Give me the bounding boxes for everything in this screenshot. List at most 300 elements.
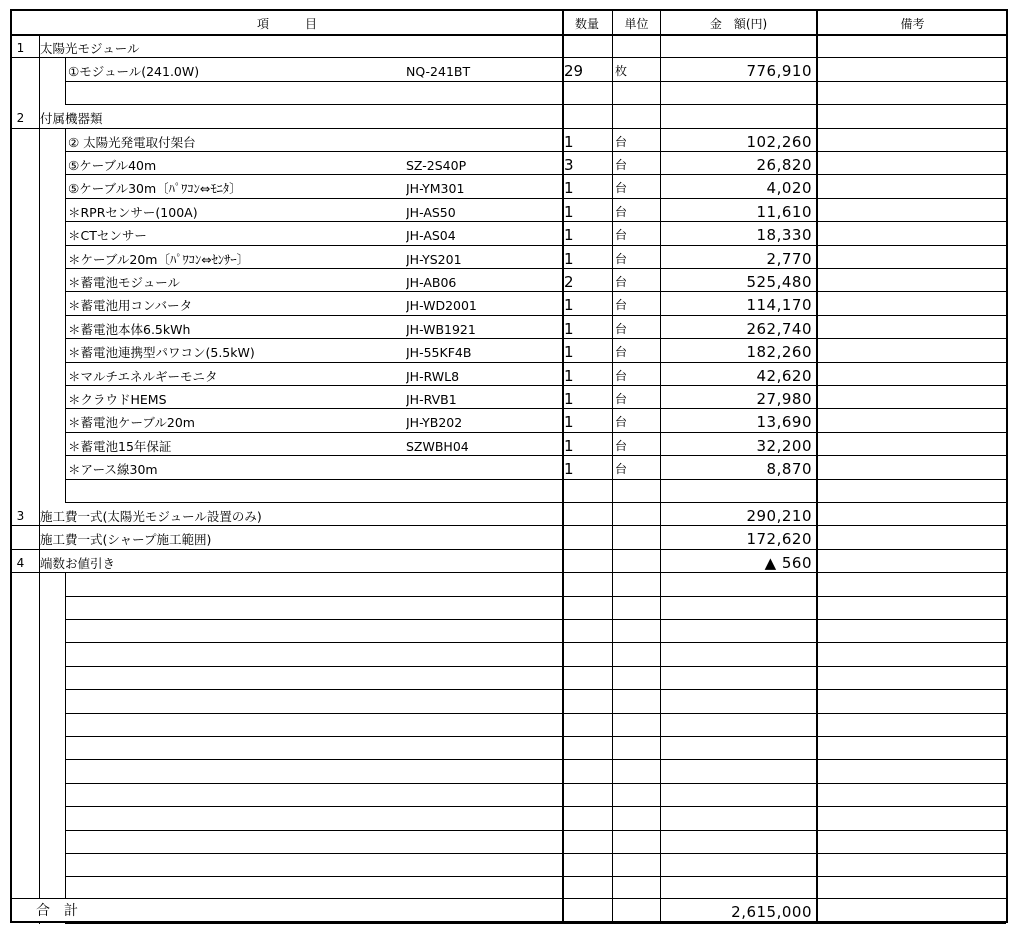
indent-divider bbox=[65, 129, 66, 152]
unit bbox=[615, 831, 655, 854]
header-item: 項 目 bbox=[256, 17, 317, 31]
unit bbox=[615, 784, 655, 807]
quantity: 1 bbox=[564, 413, 574, 432]
model-number: JH-YB202 bbox=[406, 415, 463, 431]
indent-divider bbox=[65, 409, 66, 432]
quantity: 3 bbox=[564, 156, 574, 174]
indent-divider bbox=[65, 316, 66, 339]
row-number bbox=[12, 433, 29, 456]
model-number bbox=[406, 690, 556, 713]
item-name: 端数お値引き bbox=[40, 555, 116, 571]
remarks bbox=[820, 573, 1006, 596]
unit bbox=[615, 105, 655, 128]
model-number bbox=[406, 643, 556, 666]
indent-divider bbox=[65, 573, 66, 596]
table-row bbox=[12, 35, 1006, 58]
row-number bbox=[12, 760, 29, 783]
indent-divider bbox=[65, 363, 66, 386]
remarks bbox=[820, 246, 1006, 269]
number-divider bbox=[39, 784, 40, 807]
table-row bbox=[12, 152, 1006, 175]
model-number bbox=[406, 597, 556, 620]
remarks bbox=[820, 831, 1006, 854]
item-name bbox=[68, 620, 406, 643]
model-number bbox=[406, 456, 556, 479]
model-number: JH-AB06 bbox=[406, 275, 457, 290]
unit bbox=[615, 620, 655, 643]
amount bbox=[664, 831, 812, 854]
table-row bbox=[12, 573, 1006, 596]
header-amount: 金 額(円) bbox=[709, 17, 768, 31]
row-number bbox=[12, 222, 29, 245]
table-row bbox=[12, 409, 1006, 432]
item-name: ＊蓄電池連携型パワコン(5.5kW) bbox=[68, 345, 255, 361]
row-number bbox=[12, 129, 29, 152]
table-row bbox=[12, 597, 1006, 620]
number-divider bbox=[39, 199, 40, 222]
remarks bbox=[820, 620, 1006, 643]
row-number bbox=[12, 152, 29, 175]
model-number: JH-WD2001 bbox=[406, 298, 477, 314]
unit bbox=[615, 807, 655, 830]
quotation-table bbox=[10, 9, 1008, 923]
model-number bbox=[406, 831, 556, 854]
table-row bbox=[12, 433, 1006, 456]
item-name: 付属機器類 bbox=[40, 111, 103, 127]
remarks bbox=[820, 199, 1006, 222]
unit bbox=[615, 690, 655, 713]
indent-divider bbox=[65, 714, 66, 737]
item-name: ＊蓄電池15年保証 bbox=[68, 438, 172, 454]
item-name: ①モジュール(241.0W) bbox=[68, 64, 200, 80]
number-divider bbox=[39, 316, 40, 339]
total-column-divider bbox=[816, 899, 818, 921]
remarks bbox=[820, 480, 1006, 503]
amount: 18,330 bbox=[756, 226, 812, 245]
number-divider bbox=[39, 807, 40, 830]
amount: 114,170 bbox=[746, 296, 812, 315]
amount: 42,620 bbox=[756, 366, 812, 385]
table-row bbox=[12, 269, 1006, 292]
item-name: ＊蓄電池モジュール bbox=[68, 275, 181, 290]
row-number bbox=[12, 292, 29, 315]
item-name bbox=[68, 784, 406, 807]
table-row bbox=[12, 316, 1006, 339]
indent-divider bbox=[65, 643, 66, 666]
amount bbox=[664, 620, 812, 643]
amount: ▲ 560 bbox=[764, 553, 812, 572]
row-number bbox=[12, 667, 29, 690]
unit: 台 bbox=[615, 228, 628, 243]
amount: 262,740 bbox=[746, 319, 812, 338]
remarks bbox=[820, 409, 1006, 432]
amount: 4,020 bbox=[766, 179, 812, 198]
item-name: ＊ケーブル20m〔ﾊﾟﾜｺﾝ⇔ｾﾝｻｰ〕 bbox=[68, 251, 250, 267]
row-number bbox=[12, 339, 29, 362]
number-divider bbox=[39, 82, 40, 105]
row-number bbox=[12, 386, 29, 409]
table-row bbox=[12, 807, 1006, 830]
unit bbox=[615, 667, 655, 690]
total-column-divider bbox=[660, 899, 661, 921]
unit: 台 bbox=[615, 321, 628, 336]
item-name bbox=[68, 82, 406, 105]
number-divider bbox=[39, 292, 40, 315]
table-row bbox=[12, 620, 1006, 643]
row-number bbox=[12, 807, 29, 830]
row-number bbox=[12, 737, 29, 760]
remarks bbox=[820, 269, 1006, 292]
item-name bbox=[68, 597, 406, 620]
remarks bbox=[820, 292, 1006, 315]
total-divider bbox=[12, 898, 1006, 899]
row-number bbox=[12, 784, 29, 807]
row-number bbox=[12, 573, 29, 596]
table-row bbox=[12, 363, 1006, 386]
number-divider bbox=[39, 573, 40, 596]
item-name: ⑤ケーブル40m bbox=[68, 158, 157, 173]
item-name bbox=[68, 690, 406, 713]
indent-divider bbox=[65, 597, 66, 620]
number-divider bbox=[39, 667, 40, 690]
remarks bbox=[820, 386, 1006, 409]
table-row bbox=[12, 643, 1006, 666]
total-label: 合 計 bbox=[36, 903, 78, 919]
indent-divider bbox=[65, 760, 66, 783]
remarks bbox=[820, 105, 1006, 128]
indent-divider bbox=[65, 784, 66, 807]
table-row bbox=[12, 854, 1006, 877]
model-number bbox=[406, 526, 556, 549]
indent-divider bbox=[65, 807, 66, 830]
unit: 台 bbox=[615, 462, 628, 477]
quantity: 29 bbox=[564, 62, 584, 81]
number-divider bbox=[39, 854, 40, 877]
quantity: 1 bbox=[564, 436, 574, 455]
model-number: JH-RWL8 bbox=[406, 368, 460, 384]
unit: 台 bbox=[615, 275, 628, 289]
indent-divider bbox=[65, 620, 66, 643]
remarks bbox=[820, 35, 1006, 58]
amount: 11,610 bbox=[756, 202, 812, 221]
number-divider bbox=[39, 363, 40, 386]
indent-divider bbox=[65, 82, 66, 105]
amount bbox=[664, 690, 812, 713]
table-row bbox=[12, 503, 1006, 526]
remarks bbox=[820, 152, 1006, 175]
item-name: ＊マルチエネルギーモニタ bbox=[68, 368, 218, 384]
model-number: JH-55KF4B bbox=[406, 345, 472, 361]
model-number: SZWBH04 bbox=[406, 438, 469, 454]
unit bbox=[615, 573, 655, 596]
model-number: JH-AS04 bbox=[406, 228, 456, 244]
row-number bbox=[12, 854, 29, 877]
remarks bbox=[820, 82, 1006, 105]
table-row bbox=[12, 480, 1006, 503]
table-row bbox=[12, 105, 1006, 128]
item-name bbox=[68, 807, 406, 830]
remarks bbox=[820, 339, 1006, 362]
table-row bbox=[12, 339, 1006, 362]
row-number bbox=[12, 690, 29, 713]
table-row bbox=[12, 199, 1006, 222]
row-number bbox=[12, 82, 29, 105]
remarks bbox=[820, 597, 1006, 620]
table-row bbox=[12, 737, 1006, 760]
table-row bbox=[12, 831, 1006, 854]
unit bbox=[615, 760, 655, 783]
indent-divider bbox=[65, 737, 66, 760]
item-name bbox=[68, 667, 406, 690]
remarks bbox=[820, 456, 1006, 479]
unit: 台 bbox=[615, 251, 628, 266]
model-number bbox=[406, 714, 556, 737]
row-number bbox=[12, 480, 29, 503]
number-divider bbox=[39, 597, 40, 620]
amount bbox=[664, 854, 812, 877]
row-number bbox=[12, 58, 29, 81]
model-number bbox=[406, 550, 556, 573]
row-number bbox=[12, 246, 29, 269]
model-number bbox=[406, 573, 556, 596]
unit bbox=[615, 480, 655, 503]
row-number: 3 bbox=[16, 509, 25, 523]
row-number bbox=[12, 199, 29, 222]
row-number bbox=[12, 831, 29, 854]
amount: 2,770 bbox=[766, 249, 812, 268]
total-amount: 2,615,000 bbox=[731, 903, 812, 921]
quantity: 1 bbox=[564, 179, 574, 198]
number-divider bbox=[39, 386, 40, 409]
item-name bbox=[68, 737, 406, 760]
indent-divider bbox=[65, 269, 66, 292]
indent-divider bbox=[65, 667, 66, 690]
table-row bbox=[12, 714, 1006, 737]
indent-divider bbox=[65, 152, 66, 175]
model-number: SZ-2S40P bbox=[406, 158, 467, 173]
remarks bbox=[820, 526, 1006, 549]
unit bbox=[615, 550, 655, 573]
quantity: 1 bbox=[564, 202, 574, 221]
number-divider bbox=[39, 433, 40, 456]
indent-divider bbox=[65, 292, 66, 315]
quantity: 1 bbox=[564, 343, 574, 362]
number-divider bbox=[39, 339, 40, 362]
header-remarks: 備考 bbox=[900, 17, 925, 31]
indent-divider bbox=[65, 199, 66, 222]
item-name bbox=[68, 643, 406, 666]
model-number bbox=[406, 35, 556, 58]
quantity: 2 bbox=[564, 273, 574, 291]
row-number: 1 bbox=[16, 41, 25, 55]
number-divider bbox=[39, 175, 40, 198]
remarks bbox=[820, 667, 1006, 690]
amount bbox=[664, 760, 812, 783]
quantity: 1 bbox=[564, 319, 574, 338]
quantity: 1 bbox=[564, 226, 574, 245]
row-number: 2 bbox=[16, 111, 25, 126]
remarks bbox=[820, 784, 1006, 807]
item-name: ＊蓄電池用コンバータ bbox=[68, 298, 193, 314]
remarks bbox=[820, 690, 1006, 713]
amount bbox=[664, 807, 812, 830]
remarks bbox=[820, 222, 1006, 245]
amount bbox=[664, 784, 812, 807]
model-number bbox=[406, 129, 556, 152]
unit bbox=[615, 737, 655, 760]
amount bbox=[664, 667, 812, 690]
row-number bbox=[12, 363, 29, 386]
unit bbox=[615, 526, 655, 549]
amount: 525,480 bbox=[746, 273, 812, 291]
total-column-divider bbox=[562, 899, 564, 921]
item-name: ＊蓄電池本体6.5kWh bbox=[68, 321, 191, 337]
item-name: ⑤ケーブル30m〔ﾊﾟﾜｺﾝ⇔ﾓﾆﾀ〕 bbox=[68, 181, 242, 197]
quantity: 1 bbox=[564, 460, 574, 479]
remarks bbox=[820, 175, 1006, 198]
unit bbox=[615, 82, 655, 105]
amount bbox=[664, 643, 812, 666]
indent-divider bbox=[65, 690, 66, 713]
indent-divider bbox=[65, 433, 66, 456]
item-name bbox=[68, 854, 406, 877]
model-number: JH-WB1921 bbox=[406, 321, 476, 337]
number-divider bbox=[39, 480, 40, 503]
indent-divider bbox=[65, 175, 66, 198]
amount: 8,870 bbox=[766, 460, 812, 479]
number-divider bbox=[39, 58, 40, 81]
item-name: ＊クラウドHEMS bbox=[68, 392, 167, 407]
item-name bbox=[68, 480, 406, 503]
item-name: ＊RPRセンサー(100A) bbox=[68, 204, 198, 220]
row-number: 4 bbox=[16, 555, 25, 570]
item-name: 施工費一式(シャープ施工範囲) bbox=[40, 532, 212, 548]
indent-divider bbox=[65, 456, 66, 479]
indent-divider bbox=[65, 831, 66, 854]
amount: 182,260 bbox=[746, 343, 812, 362]
unit: 台 bbox=[615, 438, 628, 453]
unit bbox=[615, 597, 655, 620]
amount: 26,820 bbox=[756, 156, 812, 174]
remarks bbox=[820, 643, 1006, 666]
number-divider bbox=[39, 690, 40, 713]
row-number bbox=[12, 316, 29, 339]
table-row bbox=[12, 760, 1006, 783]
row-number bbox=[12, 714, 29, 737]
amount bbox=[664, 714, 812, 737]
item-name: ＊蓄電池ケーブル20m bbox=[68, 415, 195, 431]
remarks bbox=[820, 433, 1006, 456]
row-number bbox=[12, 269, 29, 292]
item-name bbox=[68, 760, 406, 783]
total-row bbox=[12, 899, 1006, 921]
table-row bbox=[12, 456, 1006, 479]
number-divider bbox=[39, 152, 40, 175]
model-number bbox=[406, 480, 556, 503]
unit: 台 bbox=[615, 158, 628, 172]
indent-divider bbox=[65, 386, 66, 409]
item-name: ② 太陽光発電取付架台 bbox=[68, 134, 196, 150]
model-number bbox=[406, 105, 556, 128]
table-row bbox=[12, 58, 1006, 81]
unit bbox=[615, 503, 655, 526]
number-divider bbox=[39, 760, 40, 783]
quantity: 1 bbox=[564, 249, 574, 268]
unit bbox=[615, 35, 655, 58]
table-row bbox=[12, 246, 1006, 269]
amount bbox=[664, 573, 812, 596]
remarks bbox=[820, 854, 1006, 877]
indent-divider bbox=[65, 246, 66, 269]
header-qty: 数量 bbox=[574, 17, 599, 31]
indent-divider bbox=[65, 58, 66, 81]
table-row bbox=[12, 82, 1006, 105]
amount: 172,620 bbox=[746, 530, 812, 549]
model-number: NQ-241BT bbox=[406, 64, 471, 80]
remarks bbox=[820, 550, 1006, 573]
amount: 102,260 bbox=[746, 132, 812, 151]
remarks bbox=[820, 58, 1006, 81]
remarks bbox=[820, 807, 1006, 830]
amount: 32,200 bbox=[756, 436, 812, 455]
model-number bbox=[406, 503, 556, 526]
item-name: 太陽光モジュール bbox=[40, 41, 140, 56]
amount bbox=[664, 597, 812, 620]
quantity: 1 bbox=[564, 132, 574, 151]
unit: 台 bbox=[615, 368, 628, 383]
unit: 台 bbox=[615, 345, 628, 360]
row-number bbox=[12, 597, 29, 620]
unit: 台 bbox=[615, 204, 628, 219]
item-name bbox=[68, 573, 406, 596]
table-row bbox=[12, 667, 1006, 690]
unit: 台 bbox=[615, 298, 628, 313]
model-number bbox=[406, 82, 556, 105]
table-row bbox=[12, 526, 1006, 549]
amount bbox=[664, 82, 812, 105]
number-divider bbox=[39, 409, 40, 432]
unit bbox=[615, 854, 655, 877]
model-number bbox=[406, 667, 556, 690]
row-number bbox=[12, 643, 29, 666]
unit: 台 bbox=[615, 134, 628, 149]
unit bbox=[615, 643, 655, 666]
item-name bbox=[68, 714, 406, 737]
number-divider bbox=[39, 246, 40, 269]
item-name: ＊CTセンサー bbox=[68, 228, 147, 244]
number-divider bbox=[39, 643, 40, 666]
number-divider bbox=[39, 620, 40, 643]
model-number: JH-YM301 bbox=[406, 181, 465, 197]
model-number bbox=[406, 737, 556, 760]
number-divider bbox=[39, 831, 40, 854]
table-row bbox=[12, 129, 1006, 152]
row-number bbox=[12, 175, 29, 198]
remarks bbox=[820, 714, 1006, 737]
amount bbox=[664, 480, 812, 503]
amount: 776,910 bbox=[746, 62, 812, 81]
quantity: 1 bbox=[564, 366, 574, 385]
model-number bbox=[406, 760, 556, 783]
indent-divider bbox=[65, 222, 66, 245]
unit: 台 bbox=[615, 392, 628, 406]
row-number bbox=[12, 526, 29, 549]
model-number bbox=[406, 784, 556, 807]
amount: 27,980 bbox=[756, 390, 812, 408]
remarks bbox=[820, 760, 1006, 783]
number-divider bbox=[39, 222, 40, 245]
row-number bbox=[12, 456, 29, 479]
